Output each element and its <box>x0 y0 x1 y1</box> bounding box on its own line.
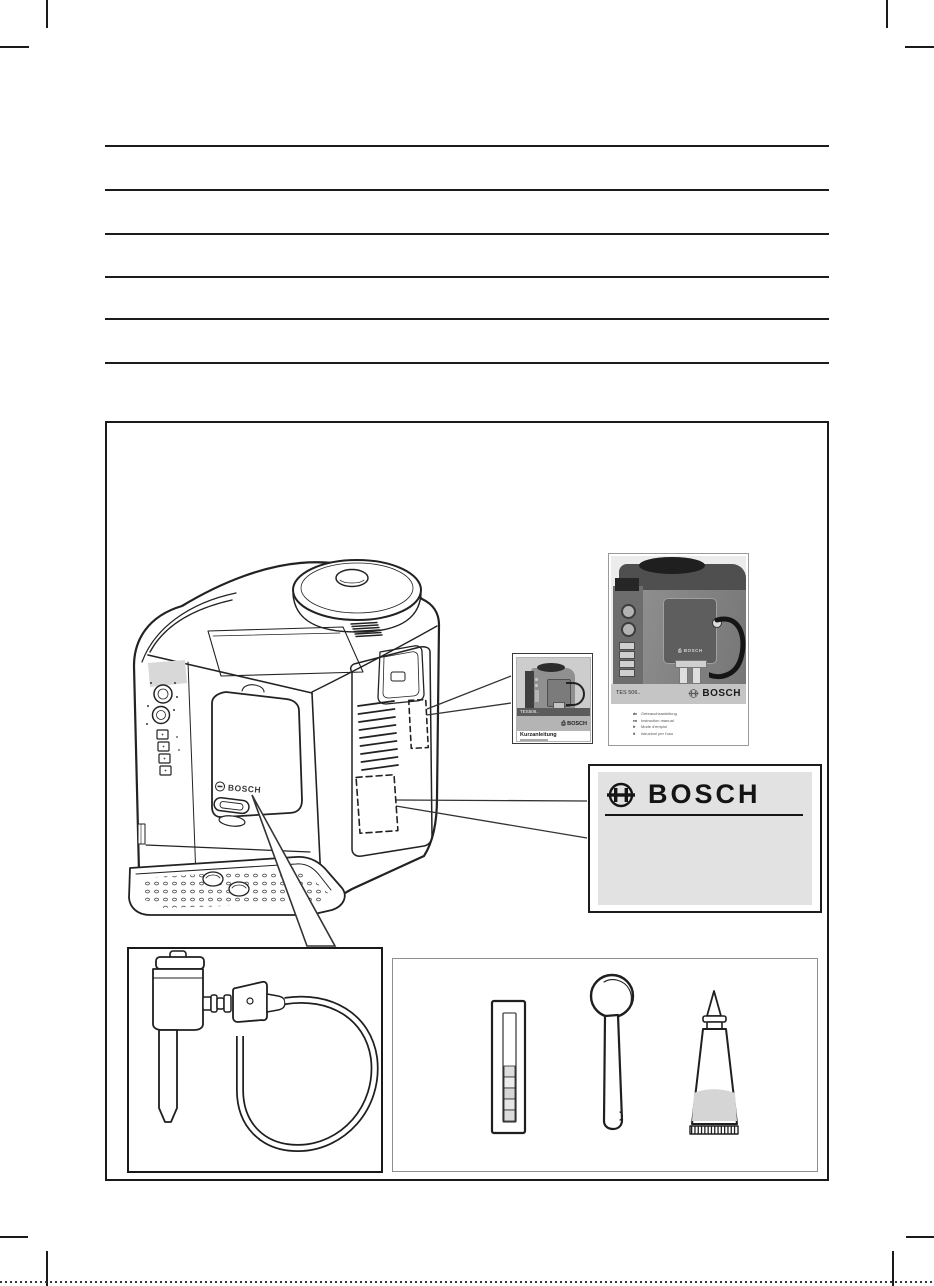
leader-to-quick-guide <box>427 676 511 709</box>
quick-guide-subtitle-bar <box>520 739 548 741</box>
manual-brand: BOSCH <box>702 688 741 699</box>
quick-guide-cover <box>516 657 591 742</box>
photo-button <box>619 660 635 668</box>
photo-button <box>619 669 635 677</box>
water-level-window <box>138 824 145 844</box>
quick-guide-brand: ⎙ BOSCH <box>561 721 587 727</box>
photo-display <box>615 578 639 591</box>
brand-card <box>588 764 822 913</box>
language-row: it Istruzioni per l'uso <box>633 730 674 736</box>
bosch-emblem-icon <box>688 688 699 699</box>
frother-connector <box>203 982 285 1022</box>
mini-dial <box>535 684 538 687</box>
quick-guide-model: TES506.. <box>520 709 539 714</box>
mini-hose <box>566 682 585 706</box>
language-row: en Instruction manual <box>633 717 674 723</box>
photo-dial <box>621 604 636 619</box>
photo-dial <box>621 622 636 637</box>
leader-to-quick-guide <box>427 703 511 715</box>
quick-guide-card <box>512 653 593 744</box>
language-row: fr Mode d'emploi <box>633 724 667 729</box>
photo-machine-hopper <box>639 557 705 574</box>
brand-card-logo-row <box>606 779 761 810</box>
frother-hose <box>240 1000 375 1148</box>
photo-door-brand: ⎙ BOSCH <box>678 648 703 653</box>
quick-guide-title: Kurzanleitung <box>520 732 557 738</box>
bean-lid-hole <box>336 570 368 587</box>
frother-tube <box>159 1030 177 1122</box>
water-hardness-test-strip <box>492 1001 525 1133</box>
mini-machine-strip <box>525 671 534 708</box>
accessories-illustrations <box>492 975 738 1134</box>
mini-dial <box>535 678 538 681</box>
brand-card-wordmark: BOSCH <box>648 779 761 809</box>
door-brand-text: BOSCH <box>227 782 262 795</box>
measuring-spoon <box>591 975 633 1129</box>
cup-position <box>203 872 223 886</box>
manual-title-band <box>611 684 746 704</box>
manual-model: TES 506.. <box>616 690 641 696</box>
manual-brand-group <box>688 688 741 699</box>
quick-guide-title-area <box>517 731 590 741</box>
manual-photo <box>611 556 746 684</box>
instruction-manual-cover <box>608 553 749 746</box>
brand-card-underline <box>605 814 803 816</box>
panel-shade <box>148 660 187 687</box>
manual-language-list <box>611 704 746 743</box>
mini-machine-hopper <box>537 663 565 672</box>
photo-cup <box>692 667 701 684</box>
quick-guide-brand-band <box>517 716 590 731</box>
quick-guide-photo <box>517 658 590 708</box>
photo-cup <box>679 667 688 684</box>
photo-button <box>619 651 635 659</box>
milk-frother-illustration <box>153 951 375 1148</box>
steam-dial <box>153 707 170 724</box>
grease-tube <box>690 991 738 1134</box>
frother-cap <box>156 957 204 969</box>
coffee-strength-dial <box>154 685 172 703</box>
front-door <box>212 685 302 817</box>
language-row: de Gebrauchsanleitung <box>633 711 677 716</box>
mini-buttons <box>535 690 539 702</box>
photo-button <box>619 642 635 650</box>
quick-guide-model-band <box>517 708 590 716</box>
cup-position <box>229 882 249 896</box>
bosch-emblem-icon <box>606 780 636 810</box>
brand-card-panel <box>598 772 812 905</box>
photo-hose <box>709 606 746 684</box>
